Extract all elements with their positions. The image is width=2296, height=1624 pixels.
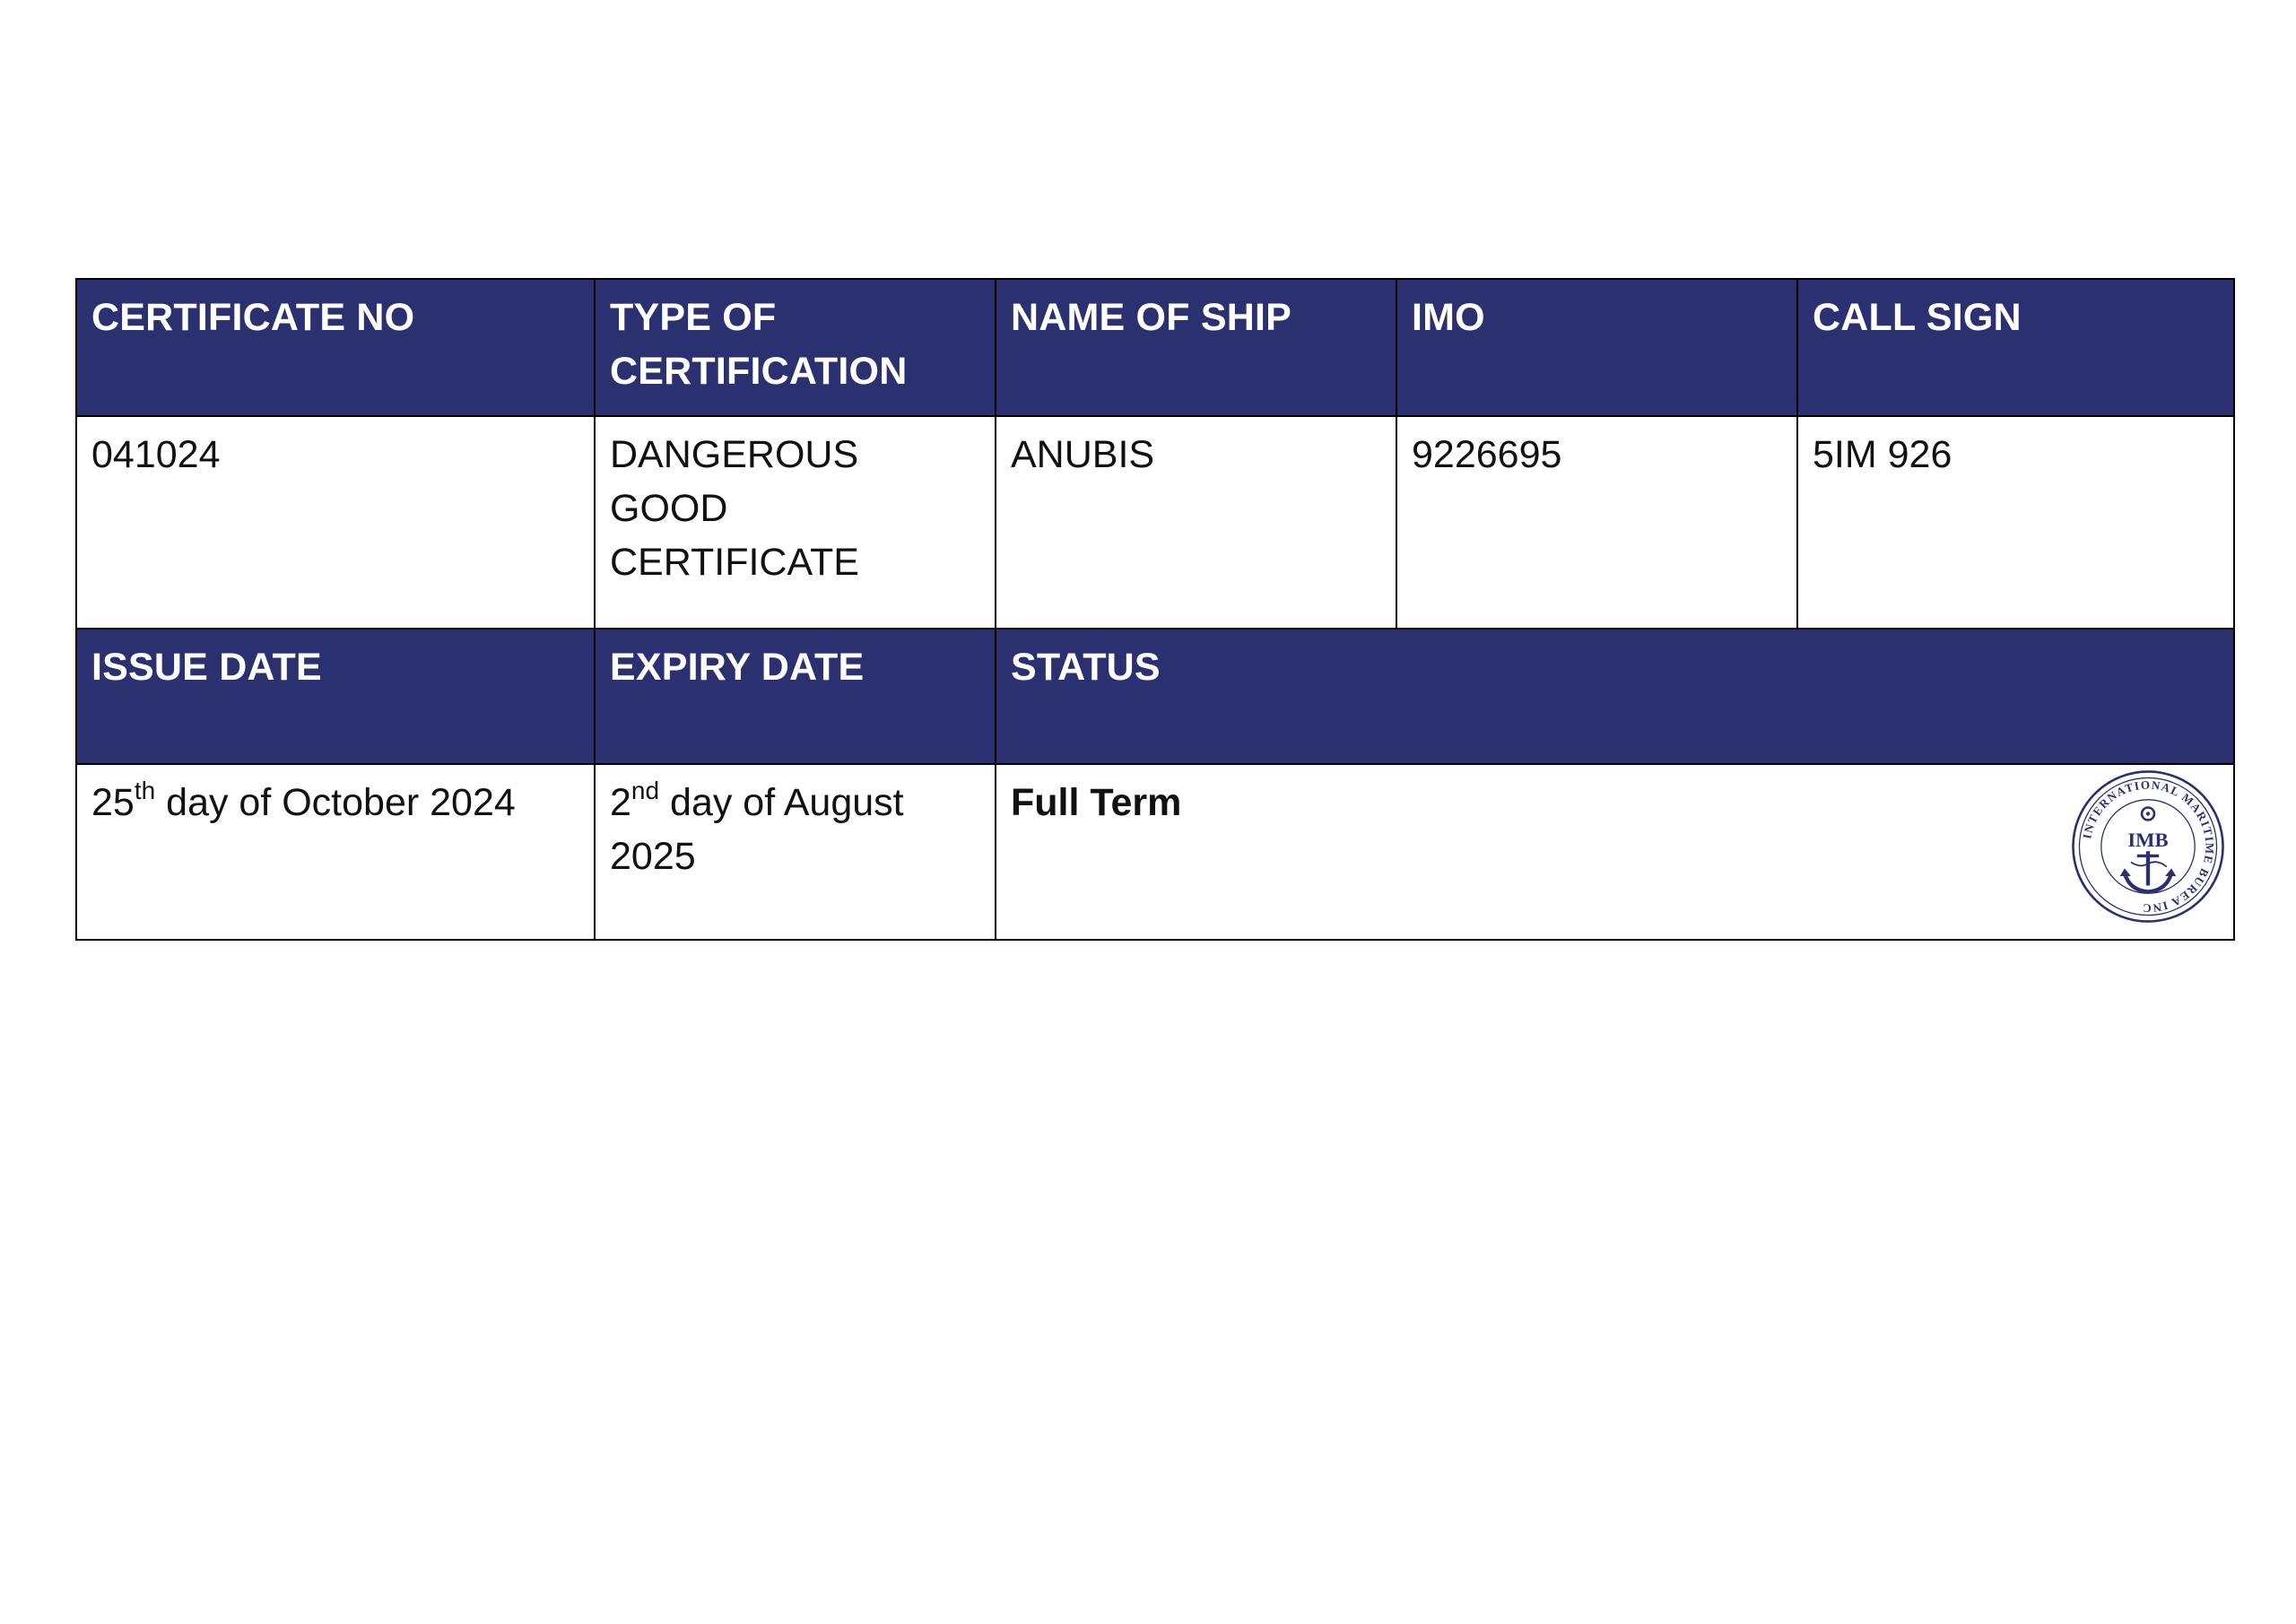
certificate-table <box>75 278 2235 941</box>
seal-center-text: IMB <box>2127 829 2169 851</box>
issue-day: 25 <box>91 781 135 824</box>
status-value-cell <box>996 764 2234 940</box>
header-imo: IMO <box>1396 279 1797 416</box>
header-call-sign: CALL SIGN <box>1797 279 2234 416</box>
values-row-2 <box>76 764 2234 940</box>
expiry-date-value <box>595 764 996 940</box>
imo-value: 9226695 <box>1396 416 1797 629</box>
issue-day-suffix: th <box>134 777 156 804</box>
header-name-of-ship: NAME OF SHIP <box>996 279 1396 416</box>
issue-date-rest: day of October 2024 <box>155 781 516 824</box>
values-row-1 <box>76 416 2234 629</box>
header-row-2 <box>76 629 2234 764</box>
header-row-1 <box>76 279 2234 416</box>
header-type-of-certification: TYPE OF CERTIFICATION <box>595 279 996 416</box>
anchor-seal-icon <box>2070 769 2226 925</box>
svg-text:INTERNATIONAL MARITIME BUREA I: INTERNATIONAL MARITIME BUREA INC <box>2080 777 2217 916</box>
expiry-date-rest: day of August 2025 <box>610 781 904 878</box>
header-certificate-no: CERTIFICATE NO <box>76 279 595 416</box>
expiry-day: 2 <box>610 781 631 824</box>
expiry-day-suffix: nd <box>631 777 660 804</box>
issue-date-value <box>76 764 595 940</box>
header-status: STATUS <box>996 629 2234 764</box>
call-sign-value: 5IM 926 <box>1797 416 2234 629</box>
type-of-certification-value: DANGEROUS GOOD CERTIFICATE <box>595 416 996 629</box>
header-expiry-date: EXPIRY DATE <box>595 629 996 764</box>
header-issue-date: ISSUE DATE <box>76 629 595 764</box>
certificate-no-value: 041024 <box>76 416 595 629</box>
name-of-ship-value: ANUBIS <box>996 416 1396 629</box>
status-value: Full Term <box>1011 781 1182 824</box>
